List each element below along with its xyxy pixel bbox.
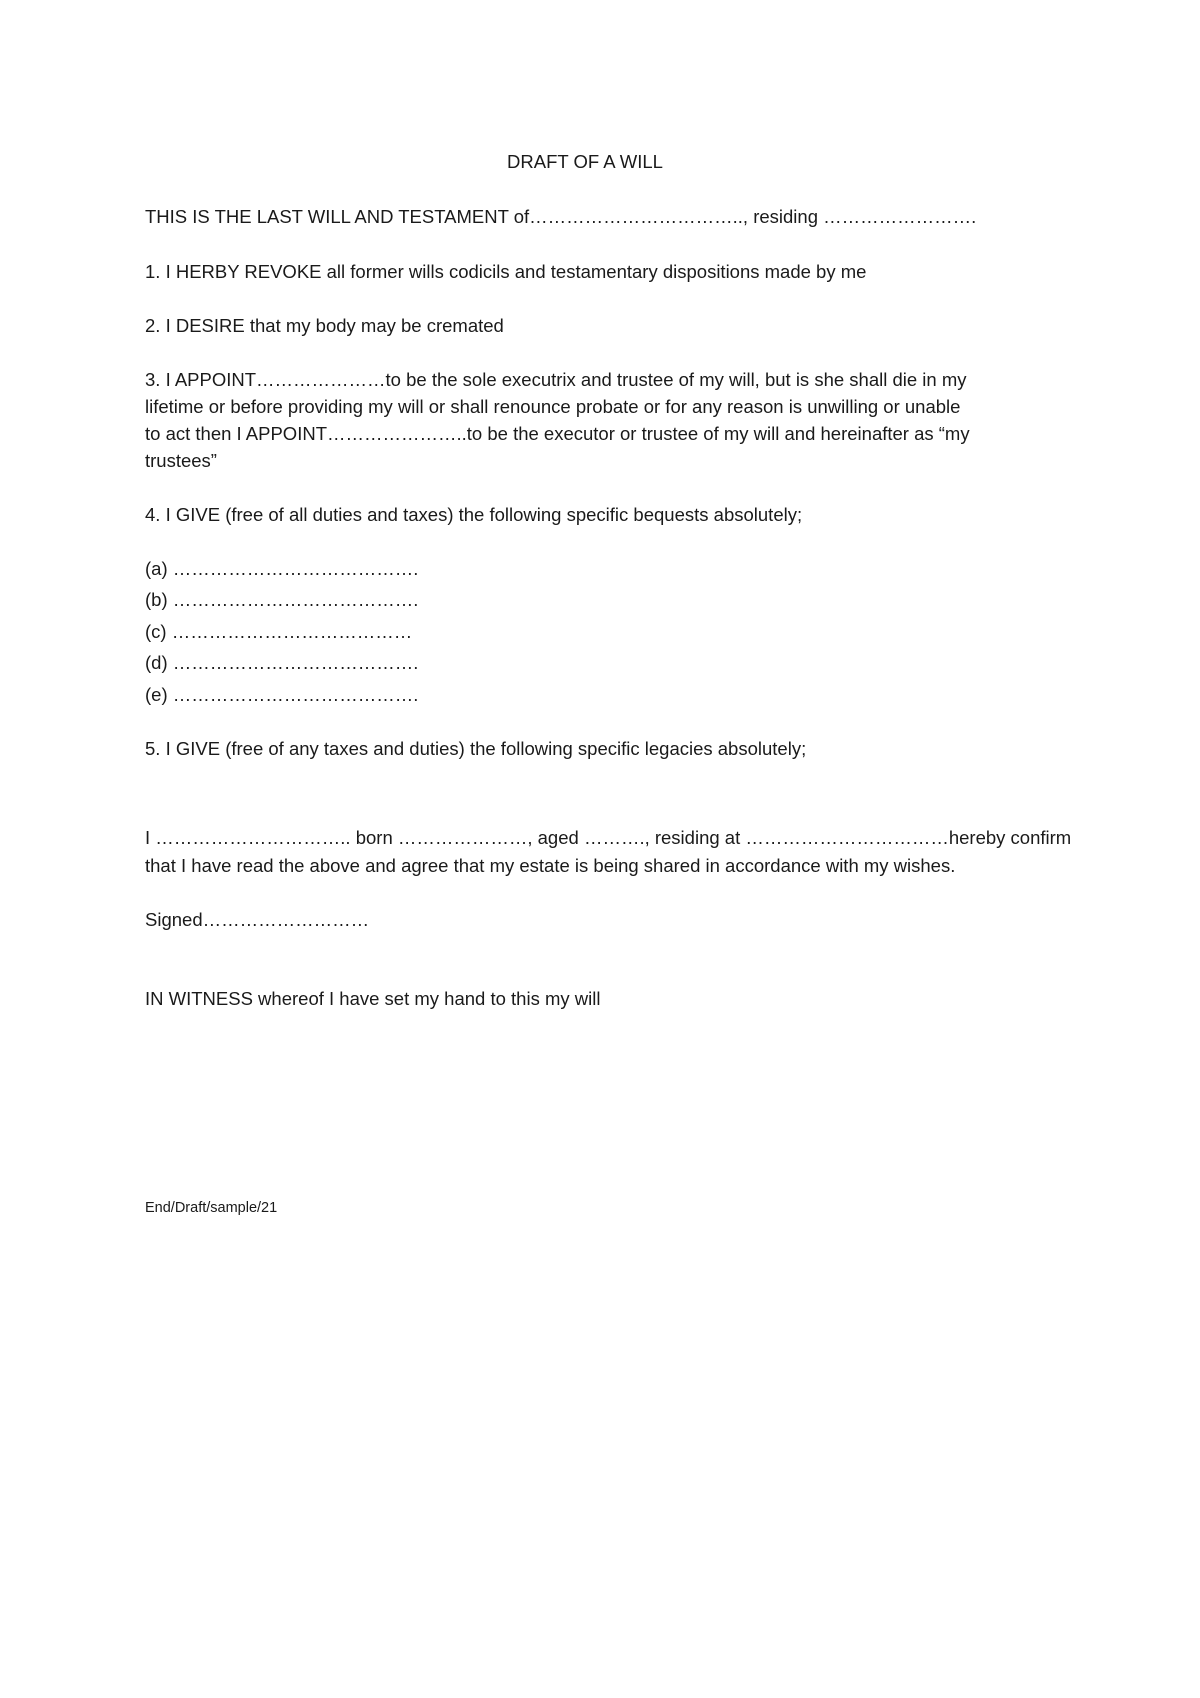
signed-line: Signed………………………: [145, 909, 370, 930]
clause-3-line: 3. I APPOINT…………………to be the sole executrix and trustee of my will, but is she shall die in my: [145, 369, 967, 390]
bequest-item: (b) ………………………………….: [145, 589, 419, 610]
bequest-item: (d) ………………………………….: [145, 652, 419, 673]
clause-4: 4. I GIVE (free of all duties and taxes) the following specific bequests absolutely;: [145, 504, 803, 525]
confirmation-line: I ………………………….. born …………………, aged ………., residing at ……………………………hereby confirm: [145, 827, 1072, 848]
clause-3-line: trustees”: [145, 450, 217, 471]
clause-1: 1. I HERBY REVOKE all former wills codicils and testamentary dispositions made by me: [145, 261, 867, 282]
bequest-item: (c) …………………………………: [145, 621, 413, 642]
intro-line: THIS IS THE LAST WILL AND TESTAMENT of…………………………….., residing …………………….: [145, 206, 977, 227]
bequest-item: (a) ………………………………….: [145, 558, 419, 579]
clause-5: 5. I GIVE (free of any taxes and duties) the following specific legacies absolutely;: [145, 738, 807, 759]
witness-line: IN WITNESS whereof I have set my hand to this my will: [145, 988, 601, 1009]
confirmation-line: that I have read the above and agree that my estate is being shared in accordance with my wishes.: [145, 855, 956, 876]
clause-3-line: to act then I APPOINT…………………..to be the executor or trustee of my will and hereinafter as “my: [145, 423, 970, 444]
footer-reference: End/Draft/sample/21: [145, 1200, 278, 1216]
bequest-item: (e) ………………………………….: [145, 684, 419, 705]
document-title: DRAFT OF A WILL: [507, 151, 663, 172]
clause-3-line: lifetime or before providing my will or shall renounce probate or for any reason is unwilling or unable: [145, 396, 961, 417]
clause-2: 2. I DESIRE that my body may be cremated: [145, 315, 504, 336]
